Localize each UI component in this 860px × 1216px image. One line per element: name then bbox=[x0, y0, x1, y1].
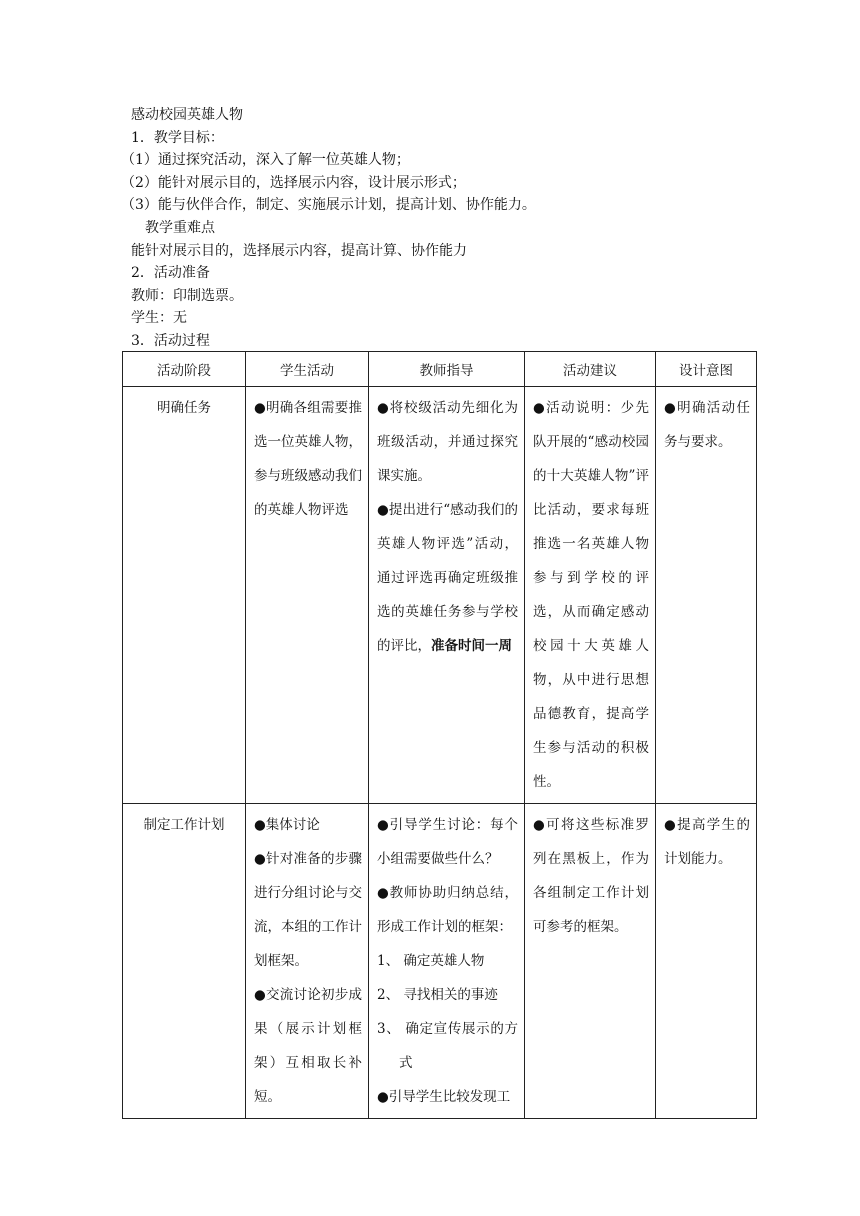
activity-table bbox=[122, 351, 757, 1119]
student-activity-item: ● 明确各组需要推选一位英雄人物，参与班级感动我们的英雄人物评选 bbox=[254, 391, 362, 527]
section-goals-heading: 1．教学目标： bbox=[131, 129, 224, 146]
lesson-title: 感动校园英雄人物 bbox=[131, 107, 243, 123]
student-activity-cell bbox=[246, 804, 369, 1119]
framework-step: 3、 确定宣传展示的方式 bbox=[377, 1021, 518, 1071]
stage-cell bbox=[123, 804, 246, 1119]
lesson-intro bbox=[121, 104, 771, 353]
student-activity-item: ● 针对准备的步骤进行分组讨论与交流，本组的工作计划框架。 bbox=[254, 842, 362, 978]
table-header-row bbox=[123, 352, 757, 387]
keypoint-heading: 教学重难点 bbox=[145, 219, 215, 236]
goal-item: （1）通过探究活动，深入了解一位英雄人物； bbox=[121, 152, 410, 169]
intent-item: ● 明确活动任务与要求。 bbox=[664, 391, 750, 459]
framework-step: 2、 寻找相关的事迹 bbox=[377, 987, 498, 1003]
intent-cell bbox=[656, 387, 757, 804]
intent-item: ● 提高学生的计划能力。 bbox=[664, 808, 750, 876]
teacher-prep: 教师：印制选票。 bbox=[131, 287, 243, 304]
stage-label: 明确任务 bbox=[157, 400, 211, 416]
teacher-guidance-item: ● 将校级活动先细化为班级活动，并通过探究课实施。 bbox=[377, 391, 518, 493]
framework-step: 1、 确定英雄人物 bbox=[377, 953, 485, 969]
student-prep: 学生：无 bbox=[131, 310, 187, 327]
suggestion-cell bbox=[525, 387, 656, 804]
goal-item: （3）能与伙伴合作，制定、实施展示计划，提高计划、协作能力。 bbox=[121, 197, 536, 214]
stage-cell bbox=[123, 387, 246, 804]
student-activity-item: ● 交流讨论初步成果（展示计划框架）互相取长补短。 bbox=[254, 978, 362, 1114]
intent-cell bbox=[656, 804, 757, 1119]
table-row bbox=[123, 804, 757, 1119]
header-cell: 活动建议 bbox=[525, 352, 656, 387]
suggestion-item: ● 活动说明：少先队开展的“感动校园的十大英雄人物”评比活动，要求每班推选一名英雄人物参与到学校的评选，从而确定感动校园十大英雄人物，从中进行思想品德教育，提高学生参与活动的积极性。 bbox=[533, 391, 649, 799]
table-row bbox=[123, 387, 757, 804]
section-process-heading: 3．活动过程 bbox=[131, 332, 210, 349]
keypoint-text: 能针对展示目的，选择展示内容，提高计算、协作能力 bbox=[131, 242, 467, 259]
goal-item: （2）能针对展示目的，选择展示内容，设计展示形式； bbox=[121, 174, 466, 191]
teacher-guidance-item bbox=[377, 493, 518, 663]
teacher-guidance-item: ● 引导学生比较发现工 bbox=[377, 1080, 518, 1114]
header-cell: 设计意图 bbox=[656, 352, 757, 387]
header-cell: 教师指导 bbox=[369, 352, 525, 387]
teacher-guidance-item: ● 引导学生讨论：每个小组需要做些什么？ bbox=[377, 808, 518, 876]
header-cell: 活动阶段 bbox=[123, 352, 246, 387]
student-activity-item: ● 集体讨论 bbox=[254, 808, 362, 842]
teacher-guidance-cell bbox=[369, 387, 525, 804]
teacher-guidance-cell bbox=[369, 804, 525, 1119]
section-prep-heading: 2．活动准备 bbox=[131, 265, 210, 282]
suggestion-item: ● 可将这些标准罗列在黑板上，作为各组制定工作计划可参考的框架。 bbox=[533, 808, 649, 944]
header-cell: 学生活动 bbox=[246, 352, 369, 387]
student-activity-cell bbox=[246, 387, 369, 804]
teacher-guidance-item: ● 教师协助归纳总结，形成工作计划的框架： bbox=[377, 876, 518, 944]
suggestion-cell bbox=[525, 804, 656, 1119]
prep-time-emphasis: 准备时间一周 bbox=[431, 638, 512, 654]
stage-label: 制定工作计划 bbox=[143, 817, 225, 833]
teacher-guidance-text: 提出进行“感动我们的英雄人物评选”活动，通过评选再确定班级推选的英雄任务参与学校的评比， bbox=[377, 502, 519, 654]
